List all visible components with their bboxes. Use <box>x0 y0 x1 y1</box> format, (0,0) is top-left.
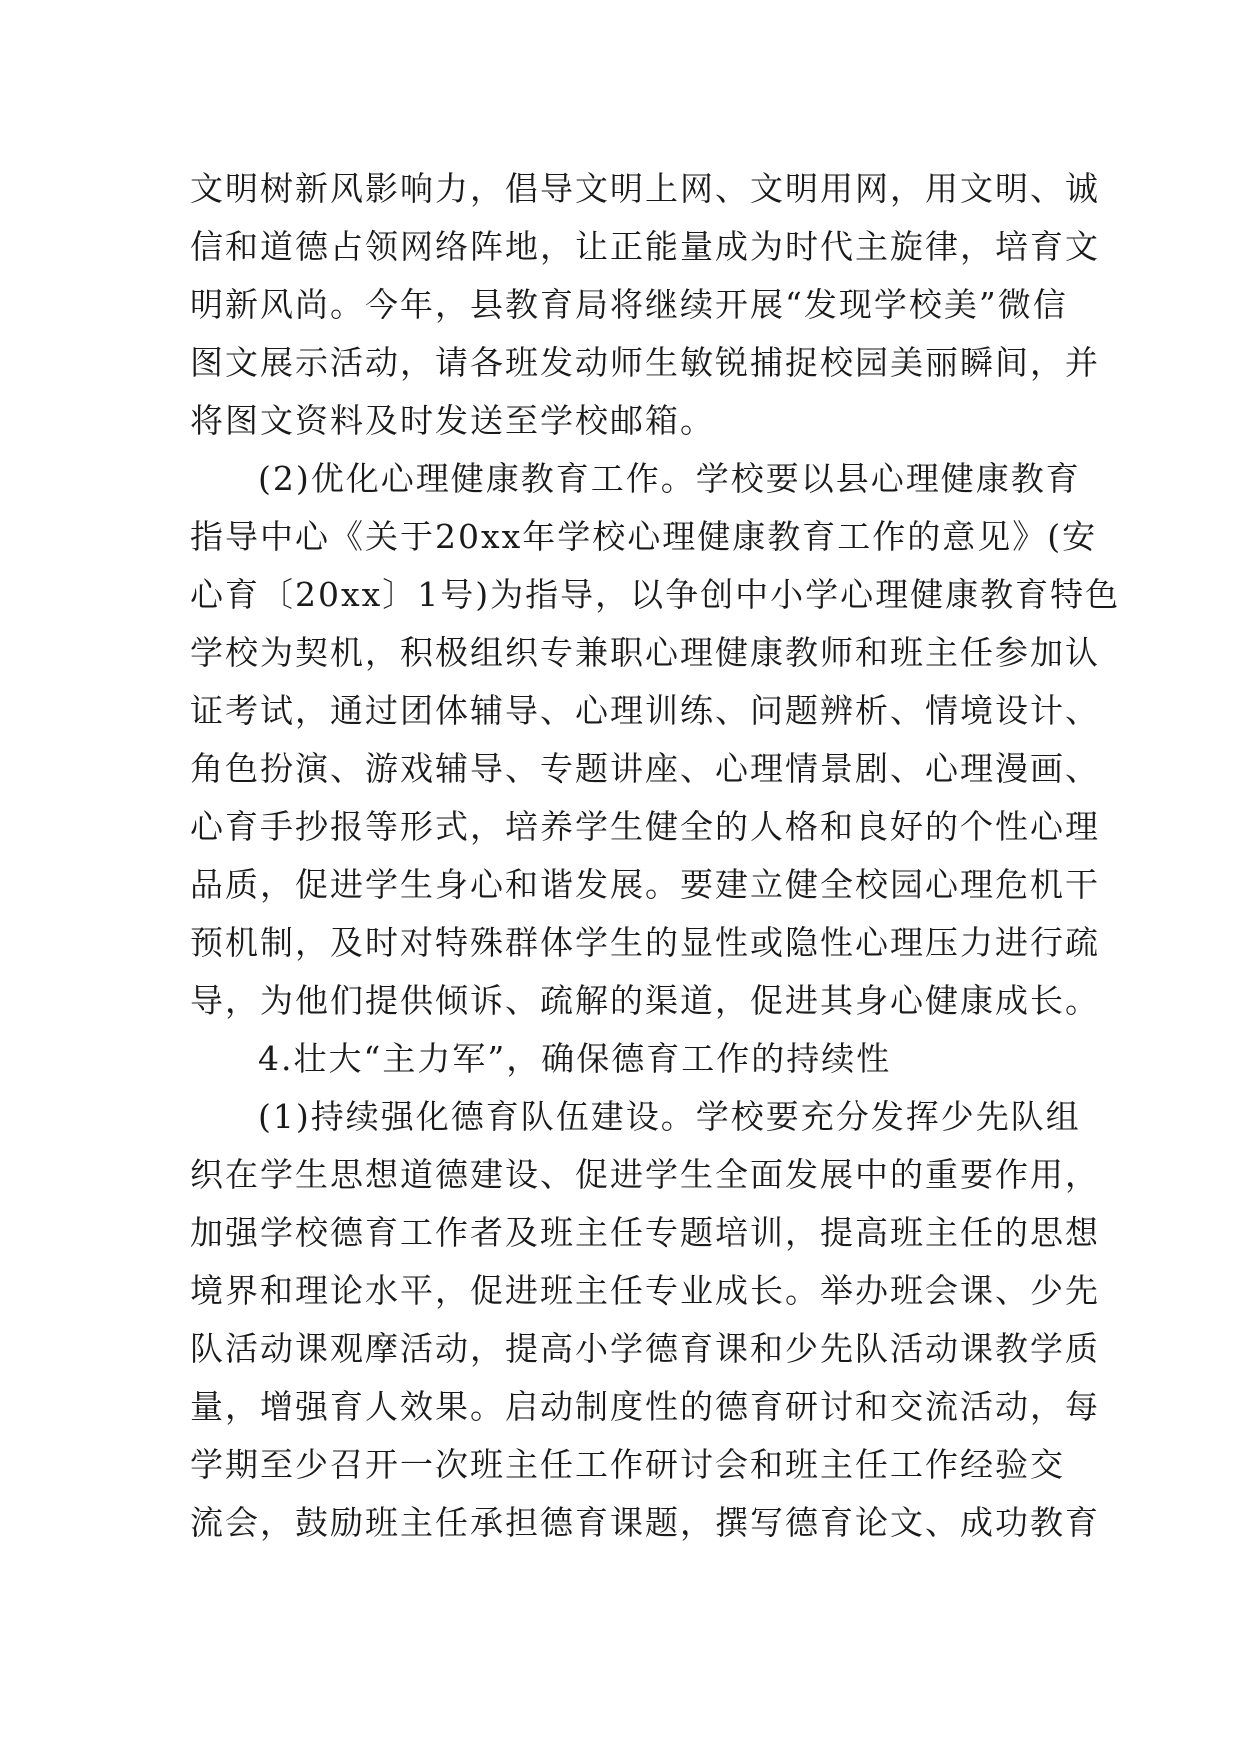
text-line: 角色扮演、游戏辅导、专题讲座、心理情景剧、心理漫画、 <box>190 749 1100 788</box>
text-line: 指导中心《关于20xx年学校心理健康教育工作的意见》(安 <box>190 517 1098 556</box>
text-line: 境界和理论水平，促进班主任专业成长。举办班会课、少先 <box>190 1271 1100 1310</box>
text-line: 心育手抄报等形式，培养学生健全的人格和良好的个性心理 <box>190 807 1100 846</box>
text-line: 明新风尚。今年，县教育局将继续开展“发现学校美”微信 <box>190 285 1068 324</box>
text-line: 品质，促进学生身心和谐发展。要建立健全校园心理危机干 <box>190 865 1100 904</box>
text-line: 预机制，及时对特殊群体学生的显性或隐性心理压力进行疏 <box>190 923 1100 962</box>
paragraph-first-line: 4.壮大“主力军”，确保德育工作的持续性 <box>258 1039 892 1078</box>
text-line: 学期至少召开一次班主任工作研讨会和班主任工作经验交 <box>190 1445 1065 1484</box>
text-line: 量，增强育人效果。启动制度性的德育研讨和交流活动，每 <box>190 1387 1100 1426</box>
text-line: 队活动课观摩活动，提高小学德育课和少先队活动课教学质 <box>190 1329 1100 1368</box>
text-line: 学校为契机，积极组织专兼职心理健康教师和班主任参加认 <box>190 633 1100 672</box>
text-line: 织在学生思想道德建设、促进学生全面发展中的重要作用， <box>190 1155 1100 1194</box>
text-line: 信和道德占领网络阵地，让正能量成为时代主旋律，培育文 <box>190 227 1100 266</box>
text-line: 导，为他们提供倾诉、疏解的渠道，促进其身心健康成长。 <box>190 981 1100 1020</box>
text-line: 心育〔20xx〕1号)为指导，以争创中小学心理健康教育特色 <box>190 575 1121 614</box>
text-line: 流会，鼓励班主任承担德育课题，撰写德育论文、成功教育 <box>190 1503 1100 1542</box>
text-line: 图文展示活动，请各班发动师生敏锐捕捉校园美丽瞬间，并 <box>190 343 1100 382</box>
text-line: 证考试，通过团体辅导、心理训练、问题辨析、情境设计、 <box>190 691 1100 730</box>
document-body <box>190 160 1121 1552</box>
text-line: 将图文资料及时发送至学校邮箱。 <box>190 401 715 440</box>
text-line: 文明树新风影响力，倡导文明上网、文明用网，用文明、诚 <box>190 169 1100 208</box>
paragraph-first-line: (1)持续强化德育队伍建设。学校要充分发挥少先队组 <box>258 1097 1081 1136</box>
paragraph-first-line: (2)优化心理健康教育工作。学校要以县心理健康教育 <box>258 459 1081 498</box>
text-line: 加强学校德育工作者及班主任专题培训，提高班主任的思想 <box>190 1213 1100 1252</box>
